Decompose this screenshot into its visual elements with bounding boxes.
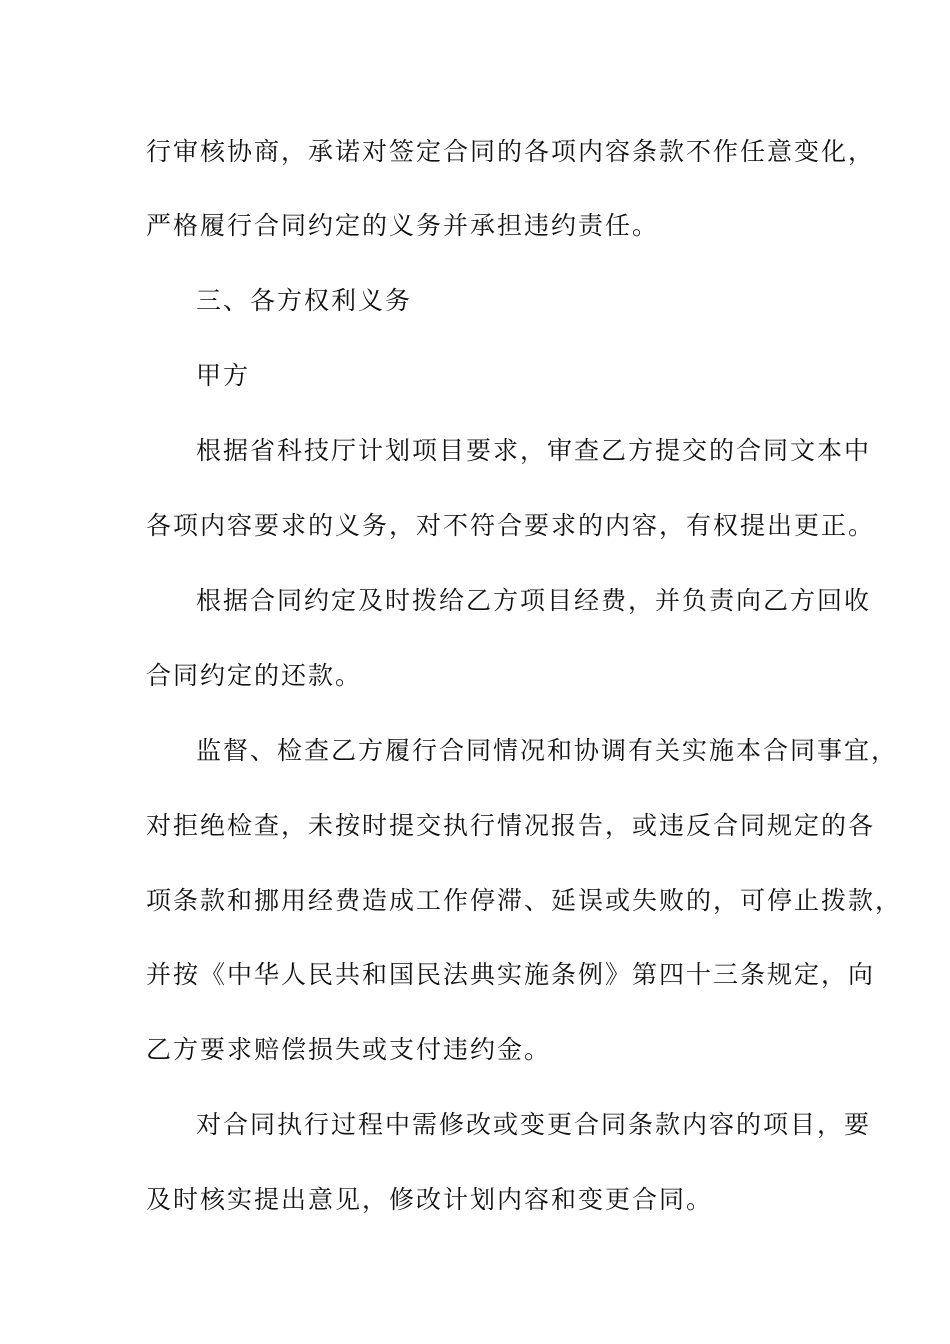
paragraph-line: 行审核协商，承诺对签定合同的各项内容条款不作任意变化， xyxy=(146,137,876,166)
paragraph-line: 乙方要求赔偿损失或支付违约金。 xyxy=(146,1035,552,1064)
paragraph-line: 合同约定的还款。 xyxy=(146,661,363,690)
paragraph-line: 监督、检查乙方履行合同情况和协调有关实施本合同事宜， xyxy=(196,736,899,765)
paragraph-line: 对拒绝检查，未按时提交执行情况报告，或违反合同规定的各 xyxy=(146,811,876,840)
paragraph-line: 对合同执行过程中需修改或变更合同条款内容的项目，要 xyxy=(196,1110,872,1139)
paragraph-line: 项条款和挪用经费造成工作停滞、延误或失败的，可停止拨款， xyxy=(146,886,903,915)
section-heading: 三、各方权利义务 xyxy=(196,286,413,315)
paragraph-line: 严格履行合同约定的义务并承担违约责任。 xyxy=(146,211,660,240)
paragraph-line: 并按《中华人民共和国民法典实施条例》第四十三条规定，向 xyxy=(146,960,876,989)
paragraph-line: 各项内容要求的义务，对不符合要求的内容，有权提出更正。 xyxy=(146,511,876,540)
subheading-party-a: 甲方 xyxy=(196,361,251,390)
paragraph-line: 根据合同约定及时拨给乙方项目经费，并负责向乙方回收 xyxy=(196,586,872,615)
paragraph-line: 及时核实提出意见，修改计划内容和变更合同。 xyxy=(146,1185,714,1214)
paragraph-line: 根据省科技厅计划项目要求，审查乙方提交的合同文本中 xyxy=(196,436,872,465)
